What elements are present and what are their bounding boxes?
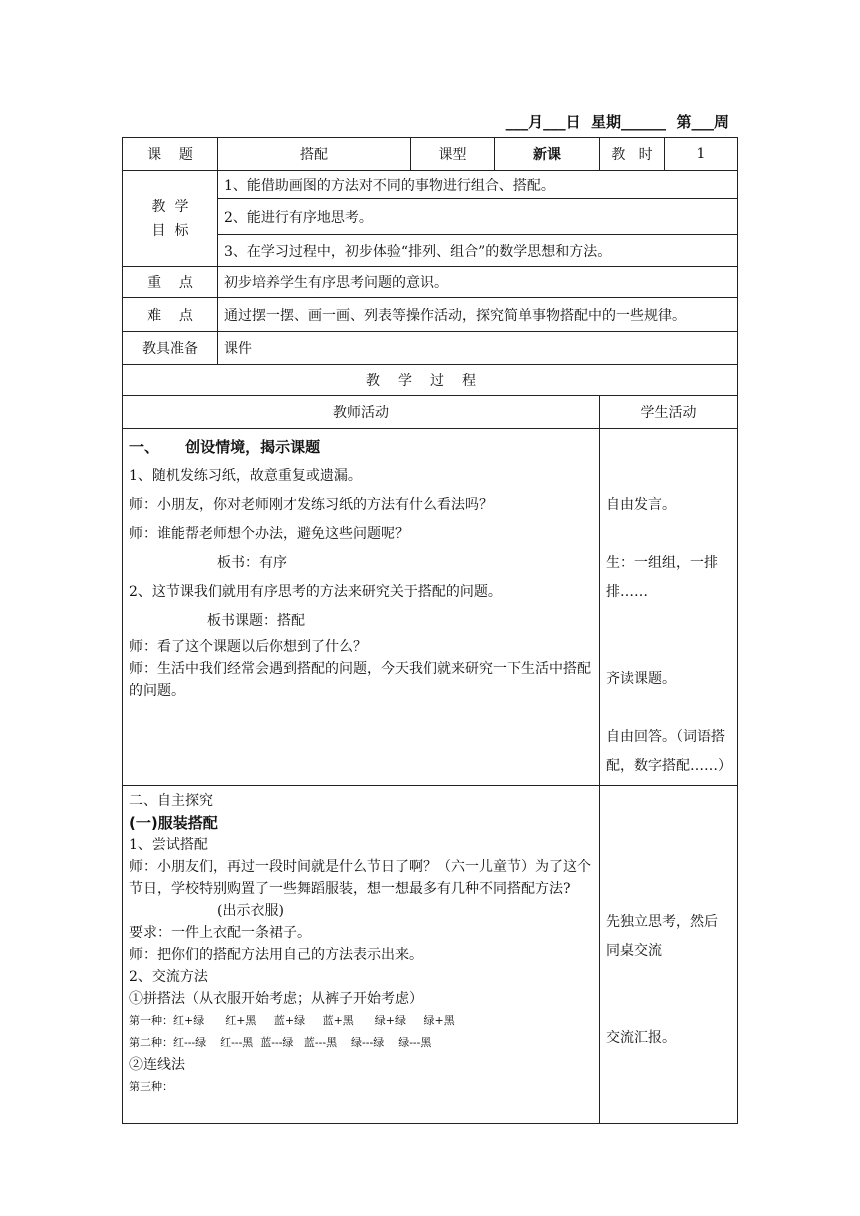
part1-board-note: 板书：有序 (217, 555, 287, 571)
goal-1: 1、能借助画图的方法对不同的事物进行组合、搭配。 (218, 171, 738, 199)
goal-2: 2、能进行有序地思考。 (218, 199, 738, 235)
student-column-header: 学生活动 (600, 396, 738, 429)
part2-line10: ②连线法 (129, 1057, 185, 1073)
part2-student-2: 交流汇报。 (606, 1030, 676, 1046)
goal-row-1 (123, 171, 738, 199)
key-value: 初步培养学生有序思考问题的意识。 (218, 267, 738, 298)
part1-line1: 1、随机发练习纸，故意重复或遗漏。 (129, 468, 362, 484)
part2-line1: 1、尝试搭配 (129, 837, 208, 853)
subject-label: 课 题 (123, 138, 218, 171)
part2-line7: ①拼搭法（从衣服开始考虑；从裤子开始考虑） (129, 991, 423, 1007)
date-header: ___月___日 星期______ 第___周 (505, 113, 729, 131)
part1-line2: 师：小朋友，你对老师刚才发练习纸的方法有什么看法吗？ (129, 497, 493, 513)
key-label: 重 点 (123, 267, 218, 298)
part2-title: 二、自主探究 (129, 793, 213, 809)
part1-board-title: 板书课题：搭配 (207, 613, 305, 629)
column-header-row (123, 396, 738, 429)
tools-value: 课件 (218, 332, 738, 365)
part1-line8: 师：生活中我们经常会遇到搭配的问题，今天我们就来研究一下生活中搭配的问题。 (129, 661, 591, 699)
subject-row (123, 138, 738, 171)
part1-line5: 2、这节课我们就用有序思考的方法来研究关于搭配的问题。 (129, 584, 502, 600)
part2-line5: 师：把你们的搭配方法用自己的方法表示出来。 (129, 947, 423, 963)
hours-label: 教 时 (600, 138, 665, 171)
goal-3: 3、在学习过程中，初步体验“排列、组合”的数学思想和方法。 (218, 235, 738, 267)
difficulty-row (123, 298, 738, 332)
part1-student-cell (600, 429, 738, 786)
teacher-column-header: 教师活动 (123, 396, 600, 429)
goals-label-line2: 目 标 (151, 222, 189, 239)
goals-label (123, 171, 218, 267)
part2-row (123, 786, 738, 1124)
part1-line3: 师：谁能帮老师想个办法，避免这些问题呢？ (129, 526, 409, 542)
part2-line3: (出示衣服) (217, 903, 284, 919)
part2-line2: 师：小朋友们，再过一段时间就是什么节日了啊？（六一儿童节）为了这个节日，学校特别购置了一些舞蹈服装，想一想最多有几种不同搭配方法? (129, 859, 591, 897)
goals-label-line1: 教 学 (151, 198, 189, 215)
part1-student-3: 齐读课题。 (606, 671, 676, 687)
part1-student-4: 自由回答。（词语搭配，数字搭配……） (606, 729, 732, 774)
difficulty-label: 难 点 (123, 298, 218, 332)
part2-teacher-cell (123, 786, 600, 1124)
tools-row (123, 332, 738, 365)
part1-teacher-cell (123, 429, 600, 786)
part1-title: 一、 创设情境，揭示课题 (129, 438, 321, 456)
type-label: 课型 (411, 138, 495, 171)
process-title: 教学过程 (123, 365, 738, 396)
part1-line7: 师：看了这个课题以后你想到了什么？ (129, 639, 367, 655)
subject-value: 搭配 (218, 138, 411, 171)
tools-label: 教具准备 (123, 332, 218, 365)
part1-student-2: 生：一组组，一排排…… (606, 555, 718, 600)
part2-method-3: 第三种： (129, 1080, 173, 1093)
part1-student-1: 自由发言。 (606, 497, 676, 513)
part2-line6: 2、交流方法 (129, 969, 208, 985)
difficulty-value: 通过摆一摆、画一画、列表等操作活动，探究简单事物搭配中的一些规律。 (218, 298, 738, 332)
key-row (123, 267, 738, 298)
type-value: 新课 (495, 138, 600, 171)
part2-student-1: 先独立思考，然后同桌交流 (606, 914, 718, 959)
part1-row (123, 429, 738, 786)
hours-value: 1 (665, 138, 738, 171)
lesson-plan-table (122, 137, 738, 1124)
process-title-row (123, 365, 738, 396)
part2-subtitle: (一)服装搭配 (129, 814, 218, 832)
part2-line4: 要求：一件上衣配一条裙子。 (129, 925, 311, 941)
part2-method-2: 第二种：红---绿 红---黑 蓝---绿 蓝---黑 绿---绿 绿---黑 (129, 1036, 432, 1049)
part2-method-1: 第一种：红+绿 红+黑 蓝+绿 蓝+黑 绿+绿 绿+黑 (129, 1014, 455, 1027)
part2-student-cell (600, 786, 738, 1124)
